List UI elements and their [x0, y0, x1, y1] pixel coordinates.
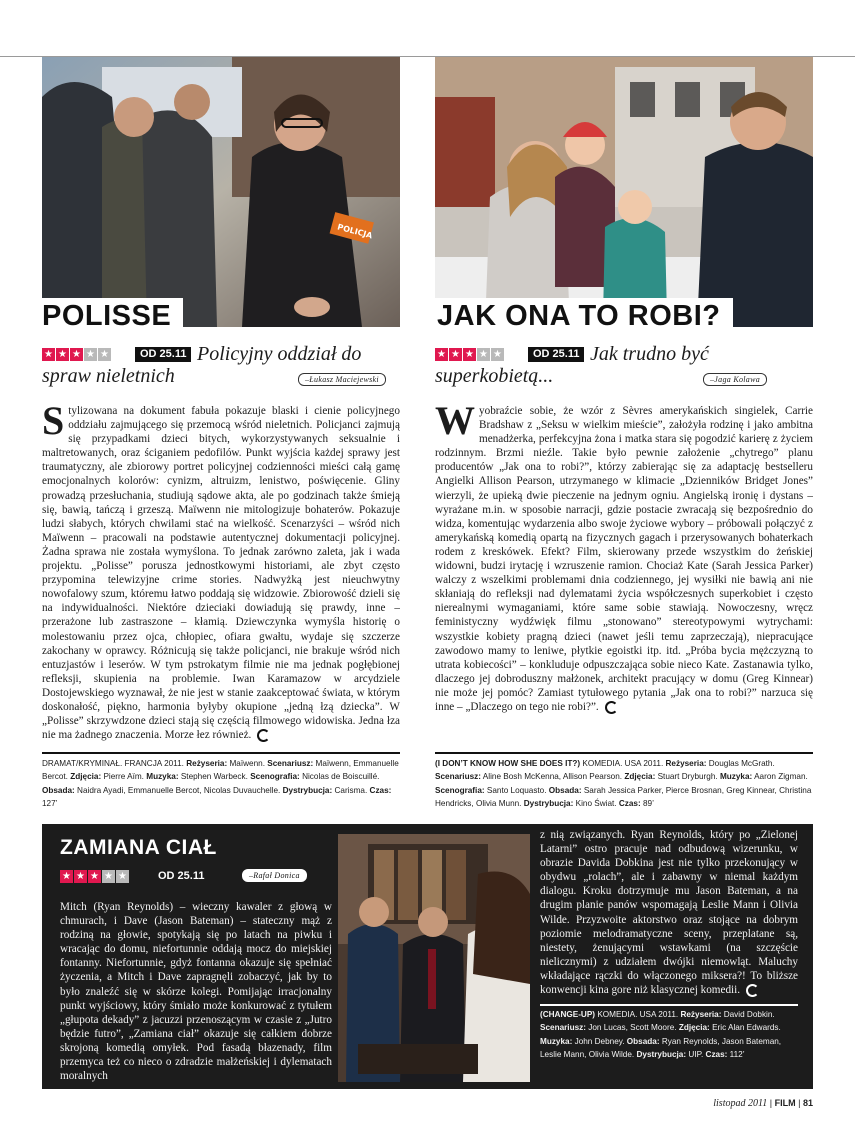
credit-label: Reżyseria: [665, 759, 707, 768]
star-filled-icon: ★ [74, 870, 87, 883]
credit-value: Jon Lucas, Scott Moore. [588, 1023, 677, 1033]
polisse-review-text [42, 404, 400, 749]
polisse-release-date: OD 25.11 [135, 347, 191, 362]
credit-label: Scenografia: [250, 772, 300, 782]
credit-value: Stuart Dryburgh. [657, 772, 718, 782]
polisse-credits-rule [42, 752, 400, 754]
credit-value: Douglas McGrath. [708, 759, 775, 768]
polisse-tagline: Policyjny oddział do spraw nieletnich [42, 343, 362, 387]
credit-label: Dystrybucja: [636, 1050, 687, 1060]
jak-ona-dropcap: W [435, 404, 475, 443]
credit-label: Muzyka: [146, 772, 179, 782]
credit-label: Zdjęcia: [624, 772, 656, 782]
credit-value: David Dobkin. [723, 1010, 775, 1019]
credit-value: 89’ [643, 799, 654, 809]
jak-ona-body: yobraźcie sobie, że wzór z Sèvres amerykańskich singielek, Carrie Bradshaw z „Seksu w wielkim mieście”, założyła rodzinę i jako ambitna menadżerka, perfekcyjna żona i matka stara się pogodzić karierę z życiem rodzinnym. Brzmi nieźle. Takie było pewnie założenie „chytrego” planu producentów „Jak ona to robi?”, którzy zabierając się za adaptację bestselleru Angielki Allison Pearson, utrzymanego w klimacie „Dzienników Bridget Jones” wierzyli, że upieką dwie pieczenie na jednym ogniu. Angielską ironię i dystans – wyrażane m.in. w sposobie narracji, gdzie postacie zwracają się bezpośrednio do widza, komentując wydarzenia albo swoje życiowe wybory – próbowali połączyć z amerykańską komedią opartą na fizycznych gagach i przerysowanych bohaterkach rodem z kreskówek. Efekt? Film, skierowany przede wszystkim do żeńskiej widowni, budzi irytację i wzruszenie ramion. Chociaż Kate (Sarah Jessica Parker) walczy z wszelkimi problemami dnia codziennego, jej wysiłki nie bawią ani nie skłaniają do refleksji nad dylematami życia współczesnych superkobiet i często nierealnymi wymaganiami, które same sobie stawiają. Nowoczesny, wręcz feministyczny wydźwięk filmu „stonowano” stereotypowymi wytrychami: wszystkie kobiety pragną dzieci (nawet jeśli temu zaprzeczają), niepracujące zawodowo mamy to leniwe, płytkie egoistki itp. itd. „Próba bycia mężczyzną to utrata kobiecości” – konkluduje odpuszczająca sobie nieco Kate. Zastanawia tylko, dlaczego jej dobroduszny małżonek, architekt pracujący w domu (Greg Kinnear) nie może jej pomóc? Zamiast tytułowego pytania „Jak ona to robi?” narzuca się inne – „Dlaczego on tego nie robi?”. [435, 405, 813, 713]
polisse-credits [42, 757, 400, 811]
credit-label: Obsada: [626, 1036, 660, 1046]
zamiana-photo [338, 834, 530, 1082]
credit-value: Pierre Aïm. [103, 772, 144, 782]
star-filled-icon: ★ [88, 870, 101, 883]
credit-label: Obsada: [548, 785, 582, 795]
credit-original-title: (I DON’T KNOW HOW SHE DOES IT?) [435, 759, 581, 768]
star-filled-icon: ★ [435, 348, 448, 361]
credit-value: Stephen Warbeck. [180, 772, 248, 782]
polisse-photo [42, 57, 400, 327]
footer-separator: | [798, 1098, 801, 1108]
credit-label: Muzyka: [540, 1036, 573, 1046]
credit-genre: KOMEDIA. USA 2011. [597, 1010, 679, 1019]
zamiana-title: ZAMIANA CIAŁ [60, 836, 217, 859]
zamiana-body-left: Mitch (Ryan Reynolds) – wieczny kawaler z głową w chmurach, i Dave (Jason Bateman) – stateczny mąż z rodziną na głowie, spotykają się po latach na piwku i wracając do domu, niefortunnie oddają mocz do miejskiej fontanny. Niefortunnie, gdyż fontanna okazuje się spełniać życzenia, a Mitch i Dave zapragnęli zobaczyć, jak by to było znaleźć się w skórze kolegi. Pomijając irracjonalny punkt wyjściowy, który śmiało może konkurować z tytułem „głupota dekady” z jacuzzi przenoszącym w czasie z „Jutro będzie futro”, „Zamiana ciał” okazuje się całkiem dobrze skrojoną komedią omyłek. Pod fasadą błazenady, film przemyca też co nieco o zdradzie małżeńskiej i dylematach moralnych [60, 901, 332, 1083]
star-filled-icon: ★ [449, 348, 462, 361]
polisse-title: POLISSE [42, 298, 183, 331]
zamiana-rating [60, 870, 129, 883]
star-empty-icon: ★ [491, 348, 504, 361]
star-empty-icon: ★ [98, 348, 111, 361]
credit-label: Zdjęcia: [678, 1023, 710, 1033]
credit-value: 112’ [729, 1050, 745, 1060]
credit-genre: KOMEDIA. USA 2011. [582, 759, 664, 768]
star-filled-icon: ★ [60, 870, 73, 883]
zamiana-credits-rule [540, 1004, 798, 1006]
credit-value: John Debney. [574, 1036, 625, 1046]
end-mark-icon [605, 701, 618, 714]
jak-ona-title: JAK ONA TO ROBI? [435, 298, 733, 331]
star-filled-icon: ★ [56, 348, 69, 361]
end-mark-icon [257, 729, 270, 742]
page-footer [713, 1098, 813, 1109]
zamiana-body-right [540, 828, 798, 1000]
footer-separator: | [769, 1098, 773, 1108]
footer-issue: listopad 2011 [713, 1098, 768, 1109]
polisse-body: tylizowana na dokument fabuła pokazuje blaski i cienie policyjnego oddziału zajmującego się przemocą wśród nieletnich. Policjanci zajmują się przypadkami dzieci bitych, wykorzystywanych seksualnie i maltretowanych, oraz ściganiem pedofilów. Punkt wyjścia każdej sprawy jest traumatyczny, ale zbiorowy portret policyjnej codzienności mieści całą gamę emocjonalnych kolorów: cynizm, altruizm, lenistwo, poświęcenie. Gliny prowadzą przesłuchania, studiują sądowe akta, ale po godzinach także śmieją się, bawią, tańczą i grzeszą. Maïwenn nie mitologizuje bohaterów. Pokazuje ludzi słabych, których chwilami stać na wielkość. Scenarzyści – wśród nich Maïwenn – pracowali na podstawie autentycznej dokumentacji policyjnej. Żadna sprawa nie została wymyślona. To jednak zarówno zaleta, jak i wada projektu. „Polisse” porusza jednostkowymi historiami, ale zbyt często przypomina telewizyjne crime stories. Nadwyżką jest nieuchwytny nowofalowy szum, któremu łatwo poddają się widzowie. Zbiorowość dzieli się na indywidualności. Niektóre dzieciaki dowiadują się prawdy, inne – przerażone lub zastraszone – kłamią. Dziewczynka wymyśla historię o molestowaniu przez ojca, chłopiec, ofiara gwałtu, wydaje się szczerze zakochany w oprawcy. Różnicują się także policjanci, nie brakuje wśród nich entuzjastów i leserów. W tym pstrokatym filmie nie ma jednak pogłębionej refleksji, skupienia na problemie. Iwan Karamazow w arcydziele Dostojewskiego wyznawał, że nie jest w stanie zaakceptować świata, w którym doskonałość, piękno, harmonia byłyby okupione „jedną łzą dziecka”. W „Polisse” skrzywdzone dzieci stają się częścią filmowego widowiska. Jedna łza nie ma żadnego znaczenia. Morze łez również. [42, 405, 400, 742]
credit-value: Ryan Reynolds, Jason Bateman, Leslie Mann, Olivia Wilde. [540, 1036, 782, 1060]
star-empty-icon: ★ [477, 348, 490, 361]
credit-value: Maïwenn, Emmanuelle Bercot. [42, 759, 399, 782]
credit-label: Obsada: [42, 785, 75, 795]
credit-value: Kino Świat. [575, 799, 617, 809]
polisse-author: –Łukasz Maciejewski [298, 373, 386, 386]
footer-magazine: FILM [774, 1098, 796, 1108]
zamiana-credits [540, 1008, 798, 1062]
star-empty-icon: ★ [116, 870, 129, 883]
credit-label: Scenariusz: [267, 759, 314, 768]
credit-label: Dystrybucja: [523, 799, 574, 809]
star-filled-icon: ★ [70, 348, 83, 361]
credit-value: Nicolas de Boiscuillé. [302, 772, 380, 782]
credit-value: Santo Loquasto. [486, 785, 547, 795]
star-empty-icon: ★ [84, 348, 97, 361]
jak-ona-photo [435, 57, 813, 327]
credit-value: Sarah Jessica Parker, Pierce Brosnan, Greg Kinnear, Christina Hendricks, Olivia Munn. [435, 785, 812, 809]
end-mark-icon [746, 984, 759, 997]
credit-label: Reżyseria: [186, 759, 228, 768]
credit-label: Czas: [618, 799, 641, 809]
credit-value: 127’ [42, 799, 58, 809]
jak-ona-release-date: OD 25.11 [528, 347, 584, 362]
credit-value: Aline Bosh McKenna, Allison Pearson. [482, 772, 623, 782]
star-filled-icon: ★ [463, 348, 476, 361]
zamiana-body-right-text: z nią związanych. Ryan Reynolds, który po „Zielonej Latarni” ostro pracuje nad odbudową wizerunku, w obrazie Davida Dobkina jest nie tylko przekonujący w obydwu „rolach”, ale i zabawny w niemal każdym dialogu. Kroku dotrzymuje mu Jason Bateman, a na drugim planie panów wspomagają Leslie Mann i Olivia Wilde. Przyzwoite aktorstwo oraz stojące na dobrym poziomie melodramatyczne sceny, przeplatane są, niestety, żenującymi wstawkami (na szczęście nielicznymi) z udziałem dwójki niemowląt. Maluchy wkładające rączki do włączonego miksera?! To bliższe konwencji kina gore niż klasycznej komedii. [540, 829, 798, 997]
credit-label: Czas: [369, 785, 392, 795]
polisse-dropcap: S [42, 404, 65, 443]
credit-label: Scenografia: [435, 785, 485, 795]
footer-page-number: 81 [802, 1098, 813, 1108]
star-empty-icon: ★ [102, 870, 115, 883]
credit-value: Maïwenn. [229, 759, 265, 768]
zamiana-author: –Rafał Donica [242, 869, 307, 882]
jak-ona-tagline: Jak trudno być superkobietą... [435, 343, 709, 387]
jak-ona-credits [435, 757, 813, 811]
zamiana-cial-box [42, 824, 813, 1089]
jak-ona-review-text [435, 404, 813, 749]
credit-value: Naidra Ayadi, Emmanuelle Bercot, Nicolas Duvauchelle. [77, 785, 281, 795]
credit-value: Carisma. [334, 785, 368, 795]
credit-value: Aaron Zigman. [754, 772, 808, 782]
zamiana-release-date: OD 25.11 [158, 870, 205, 882]
credit-label: Dystrybucja: [282, 785, 333, 795]
credit-genre: DRAMAT/KRYMINAŁ. FRANCJA 2011. [42, 759, 184, 768]
polisse-armband-label: POLICJA [336, 222, 374, 241]
credit-label: Czas: [705, 1050, 728, 1060]
credit-value: Eric Alan Edwards. [712, 1023, 781, 1033]
credit-label: Zdjęcia: [70, 772, 102, 782]
credit-original-title: (CHANGE-UP) [540, 1010, 596, 1019]
credit-value: UIP. [688, 1050, 704, 1060]
credit-label: Reżyseria: [680, 1010, 722, 1019]
star-filled-icon: ★ [42, 348, 55, 361]
credit-label: Muzyka: [719, 772, 753, 782]
credit-label: Scenariusz: [540, 1023, 586, 1033]
jak-ona-credits-rule [435, 752, 813, 754]
credit-label: Scenariusz: [435, 772, 481, 782]
jak-ona-author: –Jaga Kolawa [703, 373, 767, 386]
